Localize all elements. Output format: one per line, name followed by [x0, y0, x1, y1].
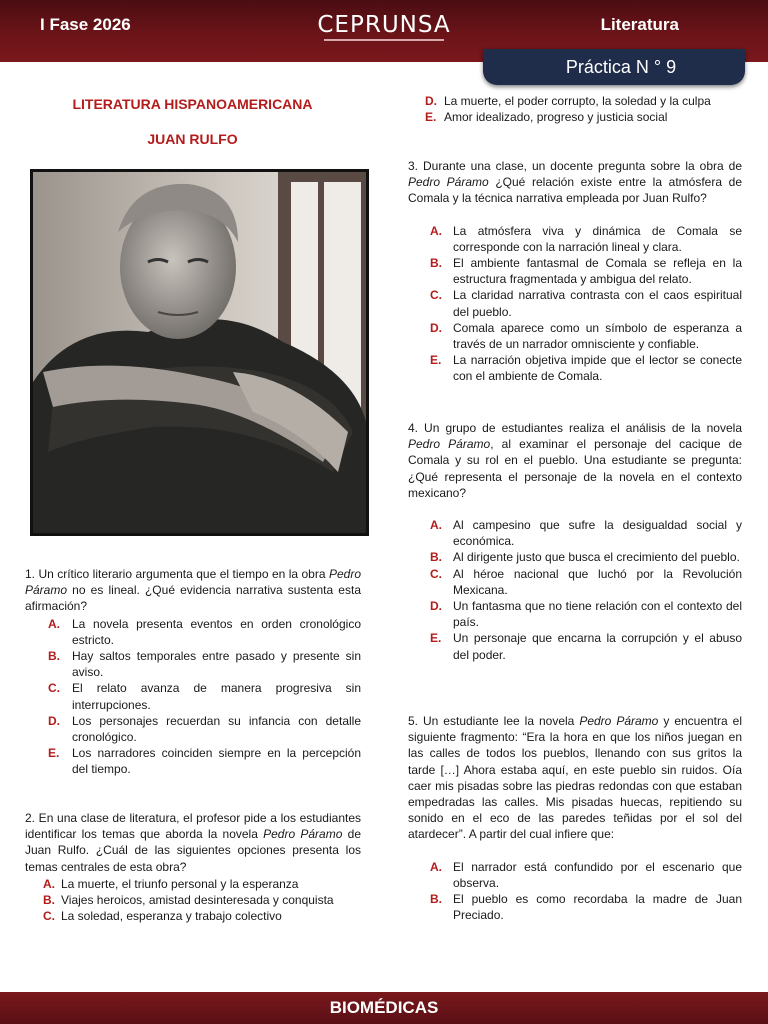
page-footer: BIOMÉDICAS	[0, 992, 768, 1024]
author-portrait	[30, 169, 369, 536]
option-d[interactable]: D. La muerte, el poder corrupto, la soledad y la culpa	[425, 94, 711, 108]
answer-options	[408, 223, 742, 385]
question-2	[25, 810, 361, 924]
option-a[interactable]: A. La novela presenta eventos en orden cronológico estricto.	[48, 616, 361, 647]
answer-options	[408, 859, 742, 924]
option-d[interactable]: D. Un fantasma que no tiene relación con el contexto del país.	[430, 599, 742, 630]
option-a[interactable]: A. La muerte, el triunfo personal y la esperanza	[43, 876, 299, 891]
answer-options	[25, 616, 361, 778]
subject-label: Literatura	[600, 15, 679, 34]
option-c[interactable]: C. La claridad narrativa contrasta con el caos espiritual del pueblo.	[430, 288, 742, 319]
logo-subtitle-line	[324, 38, 444, 42]
option-b[interactable]: B. El pueblo es como recordaba la madre de Juan Preciado.	[430, 892, 742, 923]
question-4	[408, 420, 742, 663]
option-a[interactable]: A. El narrador está confundido por el escenario que observa.	[430, 859, 742, 890]
question-3	[408, 158, 742, 385]
logo-text: CEPRUNSA	[317, 12, 451, 38]
portrait-illustration	[33, 172, 366, 533]
question-1	[25, 566, 361, 778]
section-title: LITERATURA HISPANOAMERICANA	[72, 96, 313, 112]
option-b[interactable]: B. Viajes heroicos, amistad desinteresada y conquista	[43, 893, 334, 908]
question-stem: 1. Un crítico literario argumenta que el tiempo en la obra Pedro Páramo no es lineal. ¿Qué evidencia narrativa sustenta esta afirmación?	[25, 567, 361, 614]
question-stem: 2. En una clase de literatura, el profesor pide a los estudiantes identificar los temas que aborda la novela Pedro Páramo de Juan Rulfo. ¿Cuál de las siguientes opciones presenta los temas centrales de esta obra?	[25, 811, 361, 874]
author-title: JUAN RULFO	[147, 131, 238, 147]
question-stem: 4. Un grupo de estudiantes realiza el análisis de la novela Pedro Páramo, al examinar el personaje del cacique de Comala y su rol en el pueblo. Una estudiante se pregunta: ¿Qué representa el personaje de la novela en el contexto mexicano?	[408, 421, 742, 500]
option-e[interactable]: E. La narración objetiva impide que el lector se conecte con el ambiente de Comala.	[430, 353, 742, 384]
option-b[interactable]: B. El ambiente fantasmal de Comala se refleja en la estructura fragmentada y ambigua del relato.	[430, 256, 742, 287]
option-a[interactable]: A. La atmósfera viva y dinámica de Comala se corresponde con la narración lineal y clara.	[430, 223, 742, 254]
option-b[interactable]: B. Hay saltos temporales entre pasado y presente sin aviso.	[48, 649, 361, 680]
option-c[interactable]: C. Al héroe nacional que luchó por la Revolución Mexicana.	[430, 566, 742, 597]
question-5	[408, 713, 742, 923]
option-b[interactable]: B. Al dirigente justo que busca el crecimiento del pueblo.	[430, 550, 740, 565]
option-e[interactable]: E. Amor idealizado, progreso y justicia social	[425, 110, 668, 125]
option-c[interactable]: C. El relato avanza de manera progresiva sin interrupciones.	[48, 681, 361, 712]
phase-label: I Fase 2026	[40, 15, 131, 34]
question-stem: 5. Un estudiante lee la novela Pedro Páramo y encuentra el siguiente fragmento: “Era la hora en que los niños juegan en las calles de todos los pueblos, llenando con sus gritos la tarde […] Ahora estaba aquí, en este pueblo sin ruidos. Oía caer mis pisadas sobre las piedras redondas con que estaban empedradas las calles. Mis pisadas huecas, repitiendo su sonido en el eco de las paredes teñidas por el sol del atardecer”. A partir del cual infiere que:	[408, 714, 743, 842]
answer-options	[408, 517, 742, 663]
logo-subtitle	[0, 38, 768, 44]
option-c[interactable]: C. La soledad, esperanza y trabajo colectivo	[43, 909, 282, 924]
question-stem: 3. Durante una clase, un docente pregunta sobre la obra de Pedro Páramo ¿Qué relación existe entre la atmósfera de Comala y la técnica narrativa empleada por Juan Rulfo?	[408, 159, 742, 206]
answer-options	[25, 876, 361, 925]
option-a[interactable]: A. Al campesino que sufre la desigualdad social y económica.	[430, 518, 742, 549]
practice-label: Práctica N ° 9	[565, 57, 677, 77]
option-e[interactable]: E. Los narradores coinciden siempre en la percepción del tiempo.	[48, 746, 361, 777]
option-e[interactable]: E. Un personaje que encarna la corrupción y el abuso del poder.	[430, 631, 742, 662]
question-2-continued	[425, 93, 745, 125]
option-d[interactable]: D. Comala aparece como un símbolo de esperanza a través de un narrador omnisciente y confiable.	[430, 320, 742, 352]
option-d[interactable]: D. Los personajes recuerdan su infancia con detalle cronológico.	[48, 713, 361, 745]
practice-tab	[483, 49, 745, 85]
